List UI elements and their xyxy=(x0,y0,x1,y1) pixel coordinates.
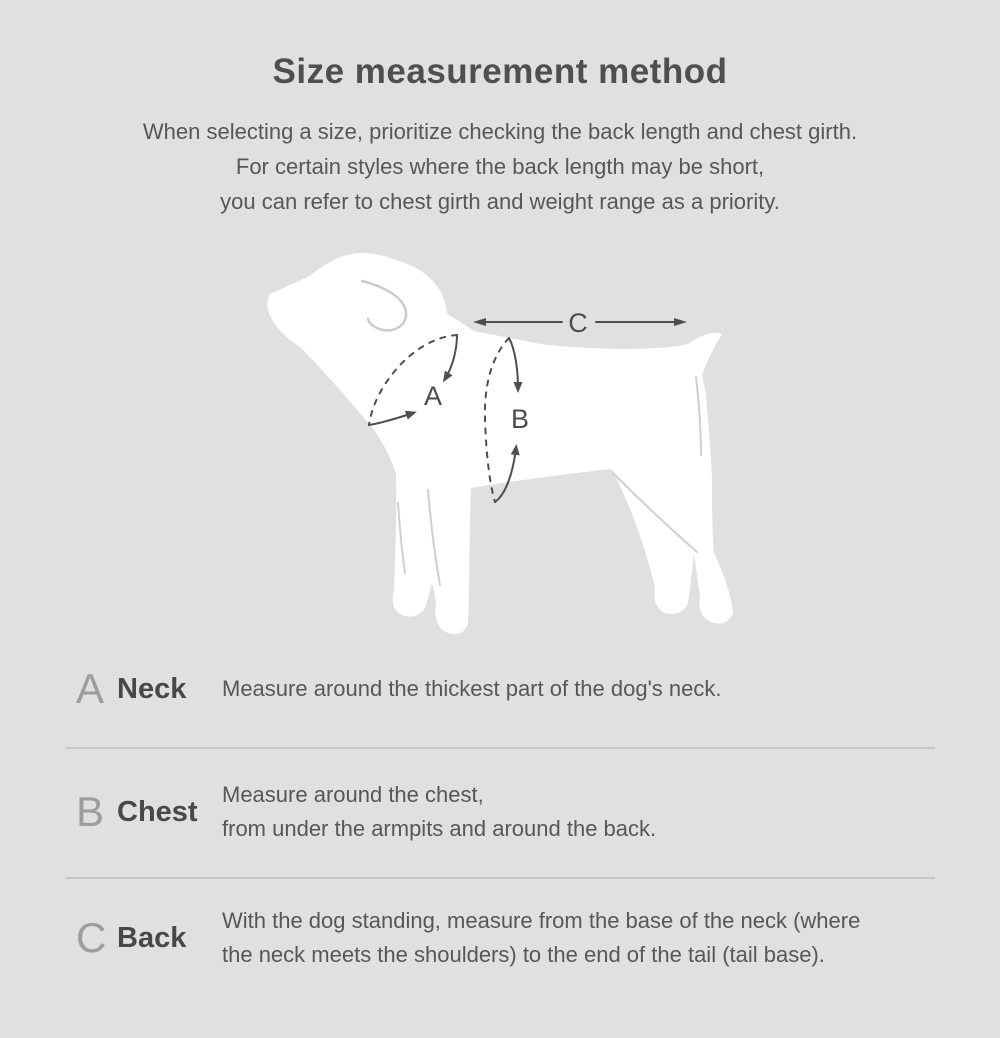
measure-row-chest xyxy=(0,752,1000,872)
row-label-neck: Neck xyxy=(117,672,187,705)
row-letter-b: B xyxy=(76,788,105,835)
description-line: With the dog standing, measure from the base of the neck (where xyxy=(222,908,861,933)
back-arrowhead-left-icon xyxy=(473,318,486,326)
chest-girth-label: B xyxy=(510,404,530,434)
intro-text xyxy=(0,114,1000,219)
row-label-back: Back xyxy=(117,921,187,954)
row-description-chest xyxy=(222,778,656,846)
intro-line-3: you can refer to chest girth and weight range as a priority. xyxy=(220,189,780,214)
description-line: Measure around the thickest part of the dog's neck. xyxy=(222,676,722,701)
intro-line-1: When selecting a size, prioritize checking the back length and chest girth. xyxy=(142,119,858,144)
back-length-label: C xyxy=(568,308,588,338)
description-line: Measure around the chest, xyxy=(222,782,484,807)
dog-silhouette xyxy=(267,253,733,634)
measure-row-back xyxy=(0,878,1000,998)
intro-line-2: For certain styles where the back length may be short, xyxy=(235,154,765,179)
description-line: from under the armpits and around the back. xyxy=(222,816,657,841)
back-length-annotation xyxy=(473,308,687,338)
row-letter-a: A xyxy=(76,665,105,712)
row-label-chest: Chest xyxy=(117,795,198,828)
dog-measurement-diagram xyxy=(250,235,750,665)
row-description-neck xyxy=(222,672,722,706)
description-line: the neck meets the shoulders) to the end of the tail (tail base). xyxy=(222,942,825,967)
neck-girth-label: A xyxy=(423,381,443,411)
row-description-back xyxy=(222,904,860,972)
page-title: Size measurement method xyxy=(272,52,728,91)
row-letter-c: C xyxy=(76,914,107,961)
back-arrowhead-right-icon xyxy=(674,318,687,326)
measure-row-neck xyxy=(0,629,1000,749)
divider xyxy=(66,747,935,749)
